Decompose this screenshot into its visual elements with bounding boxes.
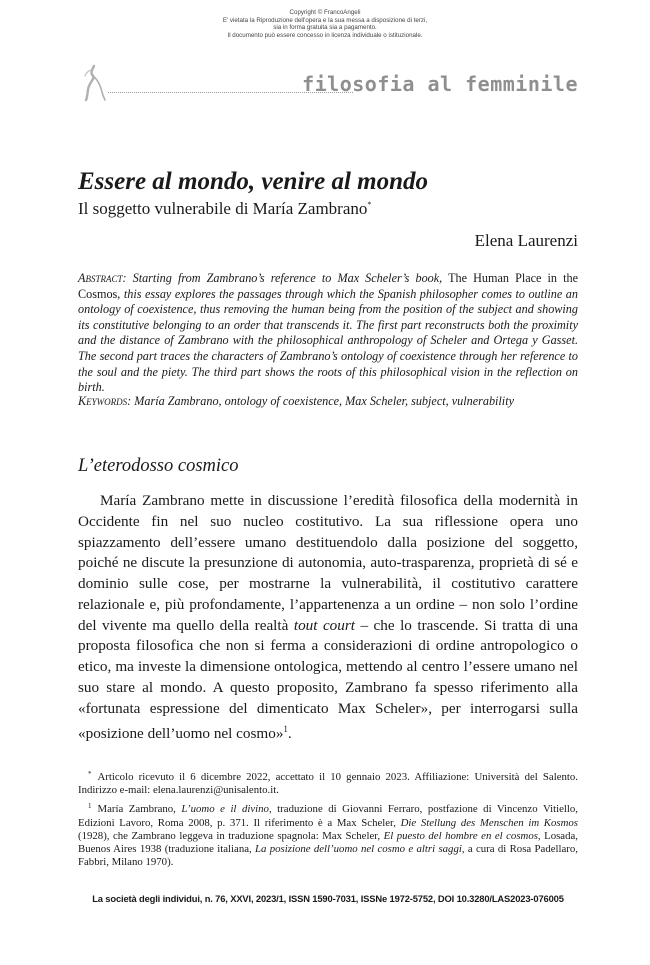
- stylized-figure-icon: [78, 64, 108, 102]
- footnote-book-title: El puesto del hombre en el cosmos: [383, 829, 538, 842]
- footnote-book-title: Die Stellung des Menschen im Kosmos: [400, 816, 578, 829]
- footnote-text: María Zambrano,: [97, 803, 182, 816]
- author-name: Elena Laurenzi: [474, 231, 578, 250]
- copyright-notice: [0, 9, 650, 39]
- journal-citation-footer: La società degli individui, n. 76, XXVI, 2023/1, ISSN 1590-7031, ISSNe 1972-5752, DOI 10.3280/LAS2023-076005: [92, 893, 564, 904]
- footnote-mark: *: [88, 770, 92, 778]
- keywords-text: María Zambrano, ontology of coexistence, Max Scheler, subject, vulnerability: [131, 394, 514, 408]
- abstract: [78, 271, 578, 396]
- footnote-text: , traduzione di Giovanni Ferraro, postfazione di Vincenzo Vitiello, Edizioni Lavoro, Roma 2008, p. 371. Il riferimento è a Max Scheler,: [78, 803, 578, 829]
- paragraph-italic-phrase: tout court: [293, 616, 355, 634]
- paragraph-end: .: [287, 725, 292, 743]
- copyright-line: E' vietata la Riproduzione dell'opera e la sua messa a disposizione di terzi,: [222, 16, 428, 24]
- subtitle-footnote-mark: *: [367, 200, 372, 209]
- footnote-text: (1928), che Zambrano leggeva in traduzione spagnola: Max Scheler,: [78, 829, 384, 842]
- copyright-line: Copyright © FrancoAngeli: [289, 9, 361, 16]
- footnote: [78, 800, 578, 869]
- copyright-line: sia in forma gratuita sia a pagamento.: [273, 24, 377, 32]
- article-title: Essere al mondo, venire al mondo: [78, 168, 429, 195]
- section-heading: L’eterodosso cosmico: [78, 456, 239, 476]
- footnote-text: , a cura di Rosa Padellaro, Fabbri, Milano 1970).: [78, 843, 578, 869]
- footnote-text: , Losada, Buenos Aires 1938 (traduzione italiana,: [78, 829, 578, 856]
- footnote-reference[interactable]: 1: [283, 724, 288, 735]
- body-paragraph: [78, 491, 578, 745]
- footnotes: [78, 768, 578, 872]
- footnote-text: Articolo ricevuto il 6 dicembre 2022, accettato il 10 gennaio 2023. Affiliazione: Università del Salento. Indirizzo e-mail: elena.laurenzi@unisalento.it.: [78, 771, 578, 797]
- running-header: [78, 62, 578, 106]
- footnote-mark: 1: [88, 802, 92, 811]
- article-subtitle: [78, 199, 371, 219]
- copyright-line: Il documento può essere concesso in licenza individuale o istituzionale.: [227, 31, 423, 39]
- abstract-label: Abstract:: [78, 271, 127, 285]
- abstract-text: Starting from Zambrano’s reference to Max Scheler’s book,: [126, 271, 443, 285]
- section-title: filosofia al femminile: [302, 72, 578, 96]
- footnote-book-title: La posizione dell’uomo nel cosmo e altri saggi: [255, 843, 462, 856]
- subtitle-text: Il soggetto vulnerabile di María Zambrano: [78, 199, 368, 218]
- abstract-book-title: The Human Place in the Cosmos,: [78, 271, 578, 301]
- keywords-label: Keywords:: [78, 394, 132, 408]
- footnote: [78, 768, 578, 797]
- keywords: [78, 394, 578, 410]
- footnote-book-title: L’uomo e il divino: [181, 803, 269, 816]
- paragraph-text: – che lo trascende. Si tratta di una proposta filosofica che non si ferma a considerazioni di ordine antropologico o etico, ma investe la dimensione ontologica, mettendo al centro l’essere umano nel suo stare al mondo. A questo proposito, Zambrano fa spesso riferimento alla «fortunata espressione del dimenticato Max Scheler», per interrogarsi sulla «posizione dell’uomo nel cosmo»: [78, 616, 578, 743]
- abstract-text: this essay explores the passages through which the Spanish philosopher comes to outline an ontology of coexistence, thus removing the human being from the position of the subject and showing its constitutive belonging to an order that transcends it. The first part reconstructs both the proximity and the distance of Zambrano with the philosophical anthropology of Scheler and Ortega y Gasset. The second part traces the characters of Zambrano’s ontology of coexistence through her reference to the soul and the piety. The third part shows the roots of this philosophical vision in the reflection on birth.: [78, 286, 578, 395]
- paragraph-text: María Zambrano mette in discussione l’eredità filosofica della modernità in Occidente fin nel suo nucleo costitutivo. La sua riflessione opera uno spiazzamento dell’essere umano destituendolo dalla posizione del soggetto, poiché ne discute la presunzione di autonomia, auto-trasparenza, proprietà di sé e dominio sulle cose, per mostrarne la vulnerabilità, il costitutivo carattere relazionale e, più profondamente, l’appartenenza a un ordine – non solo l’ordine del vivente ma quello della realtà: [78, 492, 578, 634]
